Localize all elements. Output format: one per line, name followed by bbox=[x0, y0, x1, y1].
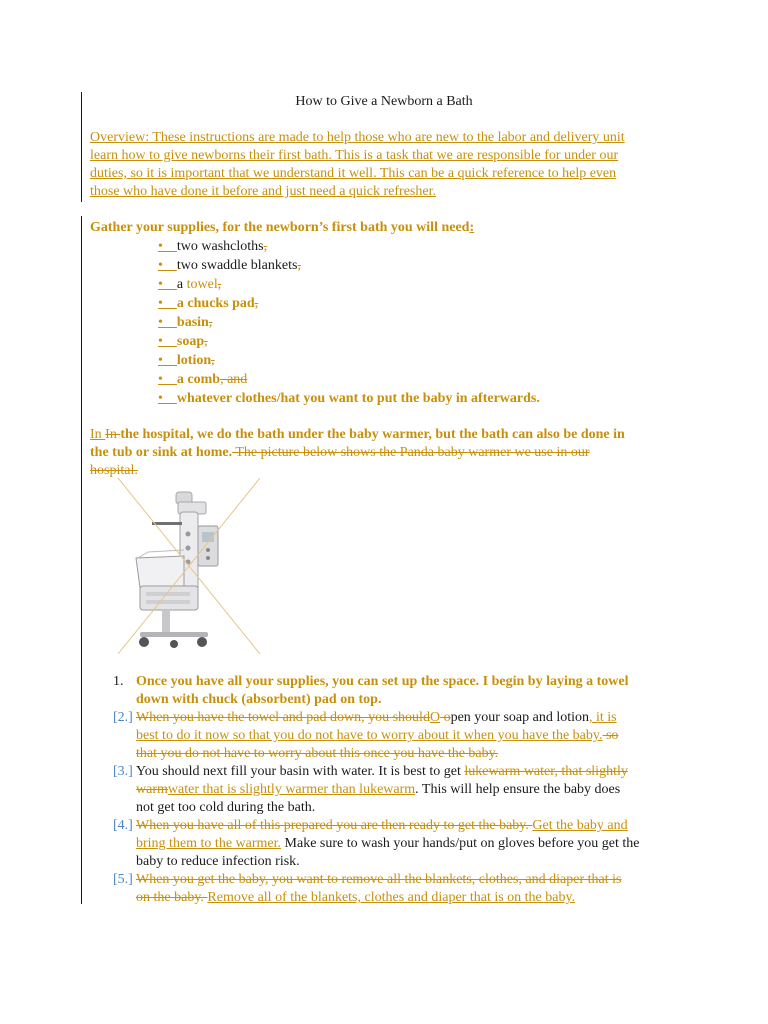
deleted-text: The picture below shows the Panda baby warmer we use in our bbox=[232, 445, 590, 460]
supply-item bbox=[158, 238, 267, 256]
deleted-text: , bbox=[254, 296, 259, 311]
step-line bbox=[136, 871, 621, 889]
supply-text: a comb bbox=[176, 372, 221, 387]
hospital-text: the tub or sink at home. bbox=[90, 445, 233, 460]
supply-prefix: a bbox=[176, 277, 187, 292]
overview-line: duties, so it is important that we understand it well. This can be a quick reference to help even bbox=[90, 166, 617, 181]
step-line bbox=[136, 781, 620, 799]
supplies-heading-insert: : bbox=[469, 220, 475, 235]
deleted-text: When you have the towel and pad down, you should bbox=[136, 710, 430, 725]
inserted-text: Get the baby and bbox=[532, 818, 628, 833]
inserted-text: , it is bbox=[589, 710, 617, 725]
step-line bbox=[136, 817, 628, 835]
step-text: pen your soap and lotion bbox=[450, 710, 589, 725]
bullet-icon: • bbox=[158, 258, 177, 273]
supply-text: towel bbox=[186, 277, 218, 292]
supply-text: soap bbox=[176, 334, 205, 349]
inserted-text: best to do it now so that you do not have to worry about it when you have the baby. bbox=[136, 728, 603, 743]
deleted-text: When you get the baby, you want to remove all the blankets, clothes, and diaper that is bbox=[136, 872, 622, 887]
step-number: [2.] bbox=[113, 710, 133, 725]
supply-item bbox=[158, 390, 540, 408]
step-line bbox=[136, 727, 618, 745]
step-text: . This will help ensure the baby does bbox=[415, 782, 621, 797]
supply-item bbox=[158, 314, 212, 332]
supply-item bbox=[158, 333, 208, 351]
step-text: You should next fill your basin with water. It is best to get bbox=[136, 764, 465, 779]
deleted-text: , bbox=[217, 277, 222, 292]
deleted-text: warm bbox=[136, 782, 168, 797]
supply-text: whatever clothes/hat you want to put the baby in afterwards. bbox=[176, 391, 540, 406]
supplies-heading bbox=[90, 219, 474, 237]
deleted-in: In bbox=[105, 427, 121, 442]
bullet-icon: • bbox=[158, 315, 177, 330]
deleted-text: , bbox=[297, 258, 301, 273]
deleted-text: o bbox=[440, 710, 451, 725]
deleted-text: so bbox=[602, 728, 619, 743]
step-line bbox=[136, 745, 498, 763]
step-number: [4.] bbox=[113, 818, 133, 833]
step-line bbox=[136, 709, 617, 727]
step-line bbox=[136, 763, 628, 781]
step-line bbox=[136, 799, 315, 817]
step-number: [5.] bbox=[113, 872, 133, 887]
supply-text: lotion bbox=[176, 353, 212, 368]
bullet-icon: • bbox=[158, 239, 177, 254]
step-line bbox=[136, 835, 640, 853]
overview-line: Overview: These instructions are made to help those who are new to the labor and delivery unit bbox=[90, 130, 625, 145]
step-number: 1. bbox=[113, 674, 124, 689]
overview-line: learn how to give newborns their first bath. This is a task that we are responsible for under our bbox=[90, 148, 619, 163]
step-line bbox=[136, 889, 575, 907]
inserted-text: bring them to the warmer. bbox=[136, 836, 282, 851]
supply-text: two swaddle blankets bbox=[176, 258, 298, 273]
insert-in: In bbox=[90, 427, 106, 442]
overview-line: those who have done it before and just need a quick refresher. bbox=[90, 184, 436, 199]
deleted-text: , and bbox=[220, 372, 248, 387]
bullet-icon: • bbox=[158, 296, 177, 311]
document-title: How to Give a Newborn a Bath bbox=[295, 94, 473, 109]
bullet-icon: • bbox=[158, 353, 177, 368]
deleted-text: on the baby. bbox=[136, 890, 208, 905]
bullet-icon: • bbox=[158, 334, 177, 349]
supply-text: two washcloths bbox=[176, 239, 264, 254]
deleted-text: , bbox=[208, 315, 213, 330]
supply-text: basin bbox=[176, 315, 209, 330]
step-number: [3.] bbox=[113, 764, 133, 779]
step-text: down with chuck (absorbent) pad on top. bbox=[136, 692, 382, 707]
inserted-text: Remove all of the blankets, clothes and diaper that is on the baby. bbox=[207, 890, 576, 905]
supply-item bbox=[158, 257, 301, 275]
bullet-icon: • bbox=[158, 372, 177, 387]
step-text: not get too cold during the bath. bbox=[136, 800, 316, 815]
hospital-text: the hospital, we do the bath under the baby warmer, but the bath can also be done in bbox=[120, 427, 625, 442]
deleted-text: , bbox=[204, 334, 208, 349]
supply-item bbox=[158, 352, 215, 370]
bullet-icon: • bbox=[158, 277, 177, 292]
deleted-text: , bbox=[211, 353, 215, 368]
inserted-text: O bbox=[429, 710, 441, 725]
bullet-icon: • bbox=[158, 391, 177, 406]
step-text: Once you have all your supplies, you can set up the space. I begin by laying a towel bbox=[136, 674, 629, 689]
step-text: baby to reduce infection risk. bbox=[136, 854, 300, 869]
inserted-text: water that is slightly warmer than lukewarm bbox=[167, 782, 416, 797]
supplies-heading-text: Gather your supplies, for the newborn’s first bath you will need bbox=[90, 220, 470, 235]
deleted-text: that you do not have to worry about this once you have the baby. bbox=[136, 746, 499, 761]
deleted-text: lukewarm water, that slightly bbox=[464, 764, 628, 779]
deleted-text: When you have all of this prepared you are then ready to get the baby. bbox=[136, 818, 533, 833]
step-line bbox=[136, 691, 381, 709]
supply-item bbox=[158, 276, 221, 294]
step-text: Make sure to wash your hands/put on gloves before you get the bbox=[281, 836, 640, 851]
change-bar bbox=[81, 216, 82, 904]
step-line bbox=[136, 853, 300, 871]
supply-item bbox=[158, 295, 258, 313]
baby-warmer-image bbox=[118, 478, 260, 654]
supply-item bbox=[158, 371, 247, 389]
hospital-paragraph-line bbox=[90, 426, 625, 444]
step-line bbox=[136, 673, 629, 691]
deleted-text: hospital. bbox=[90, 463, 138, 478]
hospital-paragraph-line bbox=[90, 444, 590, 462]
supply-text: a chucks pad bbox=[176, 296, 255, 311]
deleted-text: , bbox=[263, 239, 268, 254]
